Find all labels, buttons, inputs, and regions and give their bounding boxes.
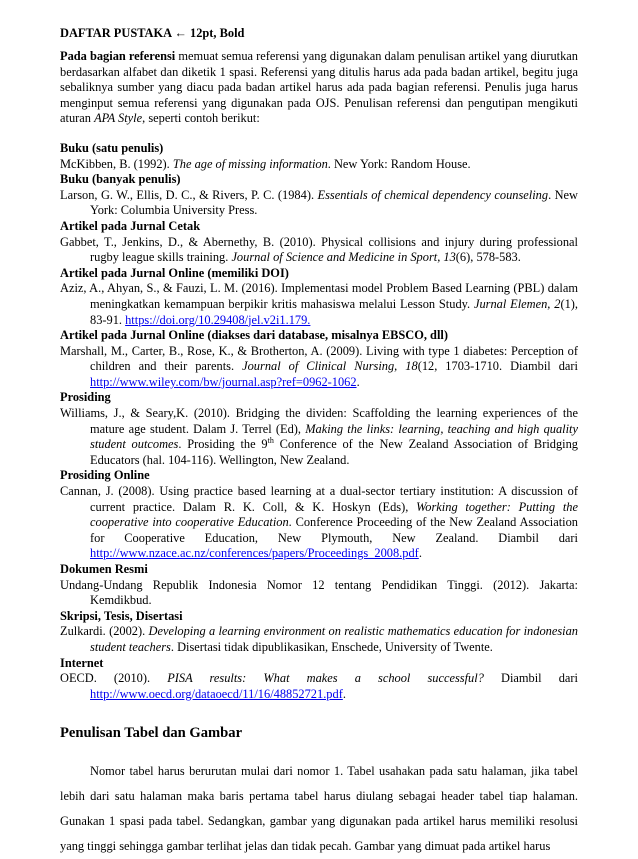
ref-text: . Disertasi tidak dipublikasikan, Enschede, University of Twente.: [170, 639, 493, 654]
ref-text: (1), 83-91.: [90, 296, 578, 327]
ref-text: . New York: Columbia University Press.: [90, 187, 579, 218]
ref-title: Journal of Clinical Nursing, 18: [242, 359, 418, 374]
ref-text: OECD. (2010).: [60, 671, 168, 686]
ref-title: Journal of Science and Medicine in Sport, 13: [231, 250, 456, 265]
ref-text: (12, 1703-1710. Diambil dari: [417, 359, 578, 374]
ref-text: . Prosiding the 9: [178, 437, 268, 452]
ref-title: Developing a learning environment on realistic mathematics education for indonesian student teachers: [90, 624, 578, 654]
section-label-prosiding-online: Prosiding Online: [60, 468, 150, 483]
spacer: [60, 127, 578, 141]
ref-title: Working together: Putting the cooperative into cooperative Education: [90, 499, 578, 530]
ref-title: Jurnal Elemen, 2: [473, 296, 561, 311]
reference-zulkardi: [60, 624, 578, 655]
ref-title: Making the links: learning, teaching and high quality student outcomes: [90, 421, 579, 452]
reference-undang: [60, 578, 578, 609]
heading-title: DAFTAR PUSTAKA: [60, 26, 172, 40]
section-label-jurnal-doi: Artikel pada Jurnal Online (memiliki DOI): [60, 265, 289, 280]
section-title-tabel-gambar: Penulisan Tabel dan Gambar: [60, 725, 243, 742]
ref-title: PISA results: What makes a school successful?: [167, 671, 484, 686]
section-label-internet: Internet: [60, 655, 104, 670]
ref-text: Gabbet, T., Jenkins, D., & Abernethy, B. (2010). Physical collisions and injury during professional rugby league skills training.: [60, 234, 578, 265]
ref-text: Undang-Undang Republik Indonesia Nomor 12 tentang Pendidikan Tinggi. (2012). Jakarta: Kemdikbud.: [60, 577, 578, 608]
section-label-jurnal-online: Artikel pada Jurnal Online (diakses dari database, misalnya EBSCO, dll): [60, 328, 448, 343]
ref-text: Marshall, M., Carter, B., Rose, K., & Brotherton, A. (2009). Living with type 1 diabetes: Perception of children and their parents.: [60, 343, 578, 374]
ref-text: Diambil dari: [483, 671, 578, 686]
ref-superscript: th: [267, 436, 274, 446]
intro-apa: APA Style: [94, 111, 143, 126]
ref-text: Larson, G. W., Ellis, D. C., & Rivers, P. C. (1984).: [60, 187, 318, 202]
section-label-dokumen: Dokumen Resmi: [60, 562, 148, 576]
section-label-buku-satu: Buku (satu penulis): [60, 140, 164, 155]
ref-text: . Conference Proceeding of the New Zealand Association for Cooperative Education, New Plymouth, New Zealand. Diambil dari: [90, 515, 578, 545]
document-page: [60, 25, 578, 859]
ref-text: .: [356, 374, 360, 389]
ref-text: Aziz, A., Ahyan, S., & Fauzi, L. M. (2016). Implementasi model Problem Based Learning (PBL) dalam meningkatkan kemampuan berpikir kritis mahasiswa melalui Lesson Study.: [60, 281, 578, 311]
reference-oecd: [60, 671, 578, 702]
heading-note: 12pt, Bold: [190, 26, 245, 40]
section-label-jurnal-cetak: Artikel pada Jurnal Cetak: [60, 218, 201, 233]
doi-link[interactable]: https://doi.org/10.29408/jel.v2i1.179.: [125, 312, 311, 327]
section-label-buku-banyak: Buku (banyak penulis): [60, 172, 181, 187]
reference-aziz: [60, 281, 578, 328]
ref-title: The age of missing information: [172, 156, 328, 171]
reference-cannan: [60, 484, 578, 562]
section-label-skripsi: Skripsi, Tesis, Disertasi: [60, 608, 183, 623]
intro-text-end: , seperti contoh berikut:: [142, 111, 260, 126]
ref-text: .: [418, 546, 422, 561]
reference-mckibben: [60, 157, 578, 173]
intro-text: memuat semua referensi yang digunakan dalam penulisan artikel yang diurutkan berdasarkan alfabet dan diketik 1 spasi. Referensi yang ditulis harus ada pada badan artikel, begitu juga sebaliknya sumber yang diacu pada badan artikel harus ada pada bagian referensi. Penulis juga harus menginput semua referensi yang digunakan pada OJS. Penulisan referensi dan pengutipan mengikuti aturan: [60, 49, 578, 126]
section-body-tabel-gambar: Nomor tabel harus berurutan mulai dari nomor 1. Tabel usahakan pada satu halaman, jika tabel lebih dari satu halaman maka baris pertama tabel harus diulang sebagai header tabel tiap halaman. Gunakan 1 spasi pada tabel. Sedangkan, gambar yang digunakan pada artikel harus memiliki resolusi yang tinggi sehingga gambar terlihat jelas dan tidak pecah. Gambar yang dimuat pada artikel harus: [60, 764, 578, 854]
ref-text: McKibben, B. (1992).: [60, 156, 173, 171]
page-heading: [60, 25, 578, 41]
section-label-prosiding: Prosiding: [60, 390, 111, 405]
ref-title: Essentials of chemical dependency counseling: [317, 187, 549, 202]
left-arrow-icon: ←: [174, 26, 187, 40]
reference-larson: [60, 188, 578, 219]
ref-text: . New York: Random House.: [327, 156, 471, 171]
ref-text: Cannan, J. (2008). Using practice based learning at a dual-sector tertiary institution: A discussion of current practice. Dalam R. K. Coll, & K. Hoskyn (Eds),: [60, 484, 578, 514]
ref-text: .: [342, 686, 346, 701]
reference-williams: [60, 406, 578, 468]
intro-bold: Pada bagian referensi: [60, 49, 176, 63]
ref-text: (6), 578-583.: [455, 250, 521, 265]
ref-text: Conference of the New Zealand Association of Bridging Educators (hal. 104-116). Wellington, New Zealand.: [90, 437, 578, 467]
wiley-link[interactable]: http://www.wiley.com/bw/journal.asp?ref=0962-1062: [90, 374, 357, 389]
nzace-link[interactable]: http://www.nzace.ac.nz/conferences/papers/Proceedings_2008.pdf: [90, 546, 419, 561]
ref-text: Zulkardi. (2002).: [60, 624, 149, 639]
reference-gabbet: [60, 235, 578, 266]
oecd-link[interactable]: http://www.oecd.org/dataoecd/11/16/48852721.pdf: [90, 686, 343, 701]
intro-paragraph: [60, 49, 578, 127]
reference-marshall: [60, 344, 578, 391]
ref-text: Williams, J., & Seary,K. (2010). Bridging the dividen: Scaffolding the learning experiences of the mature age student. Dalam J. Terrel (Ed),: [60, 406, 578, 436]
